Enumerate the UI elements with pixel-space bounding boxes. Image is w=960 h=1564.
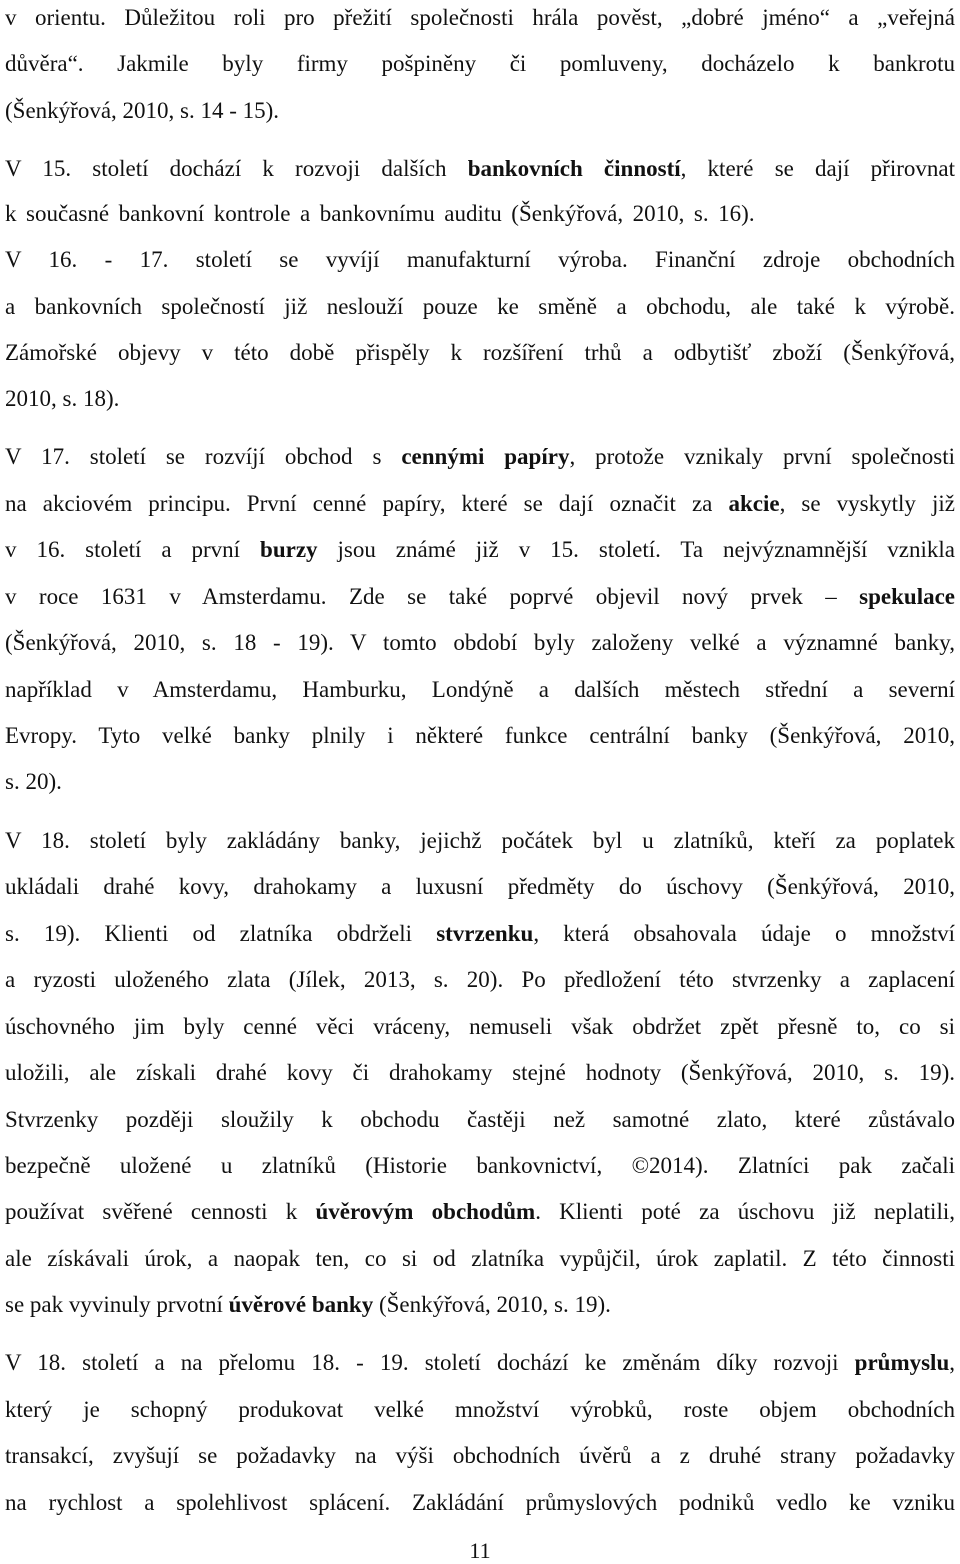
bold-term: úvěrové banky [228,1292,374,1317]
text-line: na rychlost a spolehlivost splácení. Zakládání průmyslových podniků vedlo ke vzniku [5,1490,955,1515]
text-line: ale získávali úrok, a naopak ten, co si od zlatníka vypůjčil, úrok zaplatil. Z této činnosti [5,1246,955,1271]
text-line: na akciovém principu. První cenné papíry, které se dají označit za akcie, se vyskytly již [5,491,955,516]
document-page [5,0,955,1563]
text-line: a bankovních společností již neslouží pouze ke směně a obchodu, ale také k výrobě. [5,294,955,319]
bold-term: akcie [728,491,780,516]
text-line: důvěra“. Jakmile byly firmy pošpiněny či pomluveny, docházelo k bankrotu [5,51,955,76]
text-line: V 17. století se rozvíjí obchod s cennými papíry, protože vznikaly první společnosti [5,444,955,469]
text-line: například v Amsterdamu, Hamburku, Londýně a dalších městech střední a severní [5,677,955,702]
text-line: s. 20). [5,769,62,794]
text-line: transakcí, zvyšují se požadavky na výši obchodních úvěrů a z druhé strany požadavky [5,1443,955,1468]
bold-term: stvrzenku [436,921,534,946]
text-line: (Šenkýřová, 2010, s. 18 - 19). V tomto období byly založeny velké a významné banky, [5,630,955,655]
text-line: (Šenkýřová, 2010, s. 14 - 15). [5,98,280,123]
bold-term: bankovních činností [467,156,681,181]
text-line: Zámořské objevy v této době přispěly k rozšíření trhů a odbytišť zboží (Šenkýřová, [5,340,955,365]
text-line: Evropy. Tyto velké banky plnily i některé funkce centrální banky (Šenkýřová, 2010, [5,723,955,748]
text-line: V 16. - 17. století se vyvíjí manufakturní výroba. Finanční zdroje obchodních [5,247,955,272]
bold-term: průmyslu [854,1350,950,1375]
bold-term: úvěrovým obchodům [315,1199,536,1224]
text-line: se pak vyvinuly prvotní úvěrové banky (Šenkýřová, 2010, s. 19). [5,1292,611,1317]
text-line: v 16. století a první burzy jsou známé již v 15. století. Ta nejvýznamnější vznikla [5,537,956,562]
text-line: který je schopný produkovat velké množství výrobků, roste objem obchodních [5,1397,955,1422]
text-line: úschovného jim byly cenné věci vráceny, nemuseli však obdržet zpět přesně to, co si [5,1014,955,1039]
text-line: používat svěřené cennosti k úvěrovým obchodům. Klienti poté za úschovu již neplatili, [5,1199,955,1224]
bold-term: cennými papíry [401,444,570,469]
text-line: s. 19). Klienti od zlatníka obdrželi stvrzenku, která obsahovala údaje o množství [5,921,955,946]
text-line: uložili, ale získali drahé kovy či drahokamy stejné hodnoty (Šenkýřová, 2010, s. 19). [5,1060,955,1085]
text-line: V 18. století a na přelomu 18. - 19. století dochází ke změnám díky rozvoji průmyslu, [5,1350,955,1375]
text-line: 2010, s. 18). [5,386,120,411]
text-line: V 18. století byly zakládány banky, jejichž počátek byl u zlatníků, kteří za poplatek [5,828,955,853]
bold-term: spekulace [859,584,955,609]
text-line: ukládali drahé kovy, drahokamy a luxusní předměty do úschovy (Šenkýřová, 2010, [5,874,955,899]
page-number: 11 [469,1538,491,1563]
text-line: V 15. století dochází k rozvoji dalších bankovních činností, které se dají přirovnat [5,156,955,181]
text-line: bezpečně uložené u zlatníků (Historie bankovnictví, ©2014). Zlatníci pak začali [5,1153,955,1178]
text-line: Stvrzenky později sloužily k obchodu častěji než samotné zlato, které zůstávalo [5,1107,955,1132]
text-line: v roce 1631 v Amsterdamu. Zde se také poprvé objevil nový prvek – spekulace [5,584,955,609]
bold-term: burzy [260,537,318,562]
text-line: v orientu. Důležitou roli pro přežití společnosti hrála pověst, „dobré jméno“ a „veřejná [5,5,955,30]
text-line: a ryzosti uloženého zlata (Jílek, 2013, s. 20). Po předložení této stvrzenky a zaplacení [5,967,955,992]
text-line: k současné bankovní kontrole a bankovnímu auditu (Šenkýřová, 2010, s. 16). [5,201,755,226]
